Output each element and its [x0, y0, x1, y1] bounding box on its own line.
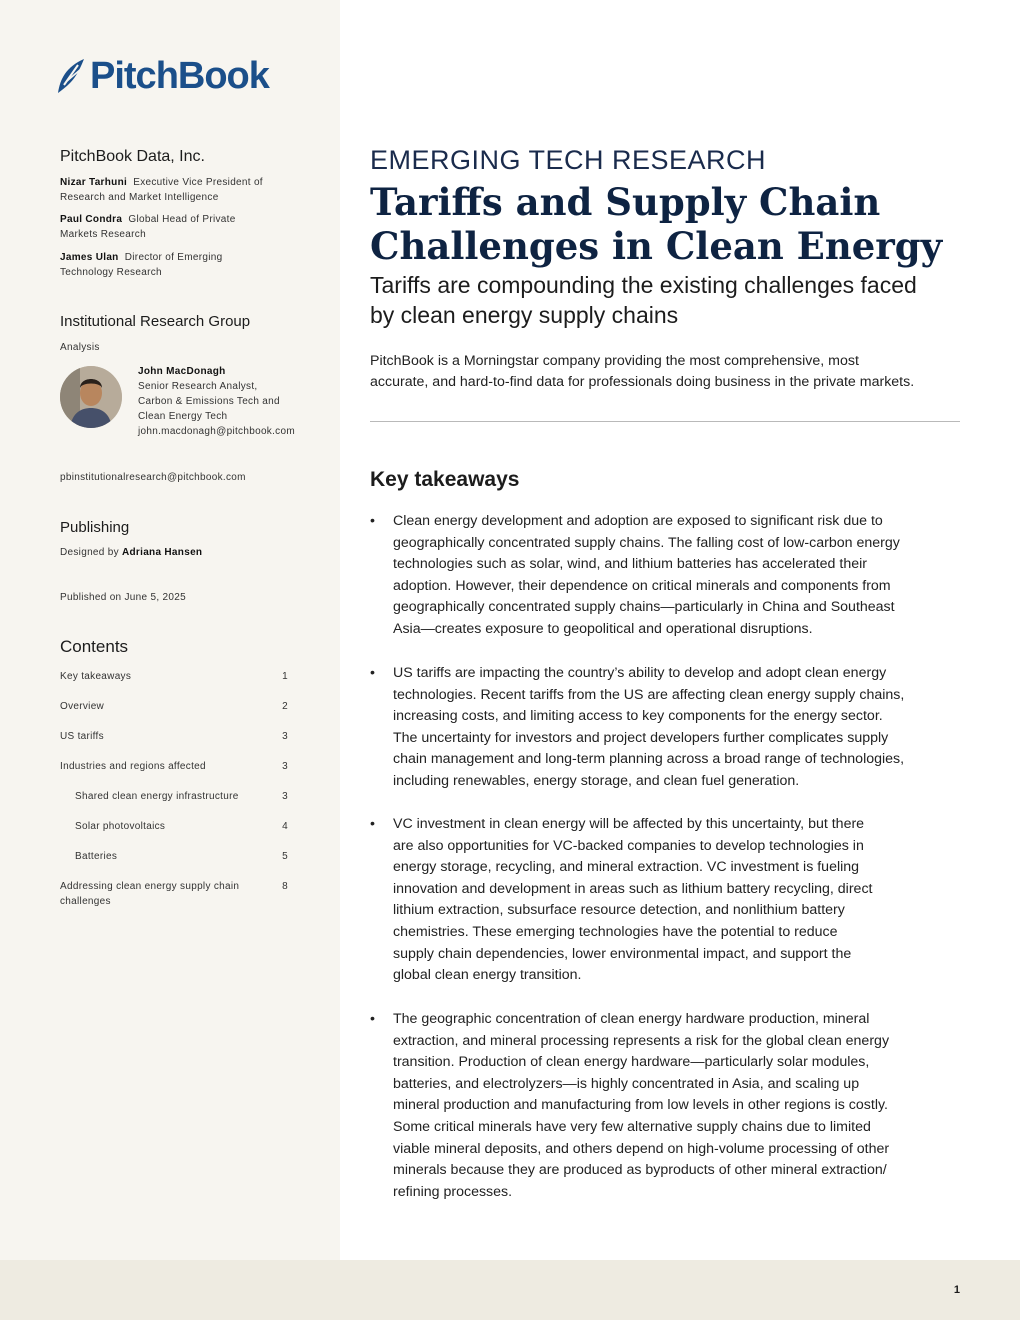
toc-label: Solar photovoltaics: [75, 821, 166, 832]
page-number: 1: [953, 1284, 960, 1296]
bullet-dot: •: [370, 1011, 375, 1027]
intro-line: PitchBook is a Morningstar company providing the most comprehensive, most: [370, 353, 859, 369]
bullet-line: extraction, and mineral processing represents a risk for the global clean energy: [393, 1032, 890, 1049]
toc-item[interactable]: [60, 789, 290, 804]
leader-title: Director of Emerging Technology Research: [60, 252, 223, 278]
bullet-line: innovation and development in areas such as lithium battery recycling, direct: [393, 880, 873, 897]
toc-page: 3: [282, 791, 288, 802]
bullet-dot: •: [370, 513, 375, 529]
divider: [370, 421, 960, 422]
toc-label: US tariffs: [60, 731, 104, 742]
analyst-email-link[interactable]: john.macdonagh@pitchbook.com: [138, 426, 295, 437]
bullet-line: geographically concentrated supply chains. The falling cost of low-carbon energy: [393, 534, 900, 551]
bullet-line: minerals because they are produced as byproducts of other mineral extraction/: [393, 1162, 887, 1179]
bullet-line: The uncertainty for investors and project developers further complicates supply: [393, 729, 889, 746]
toc-item[interactable]: [60, 849, 290, 864]
bullet-line: mineral production and manufacturing from low levels in other regions is costly.: [393, 1097, 888, 1114]
takeaway-bullet: [370, 511, 962, 641]
intro-paragraph: [370, 351, 962, 393]
bullet-line: viable mineral deposits, and others depend on high-volume processing of other: [393, 1140, 890, 1157]
takeaway-bullet: [370, 1009, 962, 1203]
designed-by: [60, 545, 310, 560]
bullet-line: Some critical minerals have very few alternative supply chains due to limited: [393, 1118, 871, 1135]
contents-title: Contents: [60, 637, 129, 656]
report-kicker: EMERGING TECH RESEARCH: [370, 145, 767, 175]
leader-entry: [60, 175, 285, 205]
published-date: Published on June 5, 2025: [60, 592, 186, 603]
title-line: Challenges in Clean Energy: [370, 224, 943, 268]
leader-name: James Ulan: [60, 252, 119, 263]
bullet-line: refining processes.: [393, 1183, 513, 1200]
group-email-link[interactable]: pbinstitutionalresearch@pitchbook.com: [60, 472, 246, 483]
toc-label: Addressing clean energy supply chain challenges: [60, 881, 240, 907]
leader-entry: [60, 212, 260, 242]
bullet-line: VC investment in clean energy will be affected by this uncertainty, but there: [393, 816, 865, 832]
page-footer: [0, 1260, 1020, 1320]
toc-page: 3: [282, 761, 288, 772]
bullet-line: increasing costs, and limiting access to key components for the energy sector.: [393, 708, 883, 725]
logo-text: PitchBook: [90, 54, 269, 97]
bullet-line: The geographic concentration of clean energy hardware production, mineral: [393, 1011, 870, 1027]
report-title: [370, 180, 962, 268]
toc-label: Batteries: [75, 851, 118, 862]
bullet-line: technologies. Recent tariffs from the US are affecting clean energy supply chains,: [393, 686, 905, 703]
leader-title: Executive Vice President of Research and Market Intelligence: [60, 177, 263, 203]
intro-line: accurate, and hard-to-find data for professionals doing business in the private markets.: [370, 374, 915, 390]
leader-name: Paul Condra: [60, 214, 123, 225]
report-subtitle: [370, 270, 962, 330]
group-title: Institutional Research Group: [60, 313, 251, 330]
takeaway-bullet: [370, 814, 962, 987]
toc-label: Shared clean energy infrastructure: [75, 791, 239, 802]
bullet-line: lithium extraction, subsurface resource detection, and nonlithium battery: [393, 902, 845, 919]
leader-title: Global Head of Private Markets Research: [60, 214, 236, 240]
bullet-dot: •: [370, 665, 375, 681]
subtitle-line: by clean energy supply chains: [370, 302, 679, 328]
bullet-line: adoption. However, their dependence on critical minerals and components from: [393, 577, 891, 594]
leader-entry: [60, 250, 260, 280]
toc-label: Overview: [60, 701, 105, 712]
title-line: Tariffs and Supply Chain: [370, 180, 881, 224]
publishing-title: Publishing: [60, 519, 130, 536]
analyst-role: Senior Research Analyst,: [138, 381, 258, 392]
sidebar: [0, 0, 340, 1260]
bullet-line: energy storage, recycling, and mineral extraction. VC investment is fueling: [393, 859, 860, 876]
bullet-line: transition. Production of clean energy hardware—particularly solar modules,: [393, 1054, 870, 1071]
subtitle-line: Tariffs are compounding the existing challenges faced: [370, 272, 917, 298]
toc-page: 2: [282, 701, 288, 712]
toc-item[interactable]: [60, 699, 290, 714]
bullet-line: global clean energy transition.: [393, 967, 582, 984]
analyst-name: John MacDonagh: [138, 366, 226, 377]
analyst-role: Carbon & Emissions Tech and: [138, 396, 280, 407]
toc-item[interactable]: [60, 879, 290, 909]
bullet-dot: •: [370, 816, 375, 832]
toc-page: 8: [282, 881, 288, 892]
pitchbook-logo: [54, 56, 269, 96]
company-name: PitchBook Data, Inc.: [60, 148, 205, 165]
analyst-info: [138, 364, 328, 439]
bullet-line: US tariffs are impacting the country’s ability to develop and adopt clean energy: [393, 665, 887, 681]
bullet-line: are also opportunities for VC-backed companies to develop technologies in: [393, 837, 864, 854]
bullet-line: chemistries. These emerging technologies have the potential to reduce: [393, 923, 838, 940]
bullet-line: including renewables, energy storage, and clean fuel generation.: [393, 772, 800, 789]
bullet-line: chain management and long-term planning across a broad range of technologies,: [393, 751, 905, 768]
pitchbook-leaf-icon: [54, 57, 88, 95]
toc-label: Key takeaways: [60, 671, 132, 682]
toc-item[interactable]: [60, 819, 290, 834]
bullet-line: technologies such as solar, wind, and lithium batteries has accelerated their: [393, 556, 867, 573]
designed-by-label: Designed by: [60, 547, 119, 558]
analyst-card: [60, 364, 320, 444]
toc-page: 3: [282, 731, 288, 742]
section-heading: Key takeaways: [370, 468, 520, 491]
leader-name: Nizar Tarhuni: [60, 177, 128, 188]
bullet-line: geographically concentrated supply chains—particularly in China and Southeast: [393, 599, 895, 616]
bullet-line: supply chain dependencies, lower environmental impact, and support the: [393, 945, 852, 962]
takeaway-bullet: [370, 663, 962, 793]
toc-label: Industries and regions affected: [60, 761, 206, 772]
bullet-line: Asia—creates exposure to geopolitical and operational disruptions.: [393, 620, 813, 637]
bullet-line: Clean energy development and adoption are exposed to significant risk due to: [393, 513, 883, 529]
designer-name: Adriana Hansen: [122, 547, 203, 558]
bullet-line: batteries, and electrolyzers—is highly concentrated in Asia, and scaling up: [393, 1075, 860, 1092]
toc-item[interactable]: [60, 669, 290, 684]
toc-page: 4: [282, 821, 288, 832]
analysis-label: Analysis: [60, 342, 100, 353]
toc-page: 5: [282, 851, 288, 862]
toc-page: 1: [282, 671, 288, 682]
avatar: [60, 366, 122, 428]
analyst-role: Clean Energy Tech: [138, 411, 228, 422]
toc-item[interactable]: [60, 759, 290, 774]
toc-item[interactable]: [60, 729, 290, 744]
